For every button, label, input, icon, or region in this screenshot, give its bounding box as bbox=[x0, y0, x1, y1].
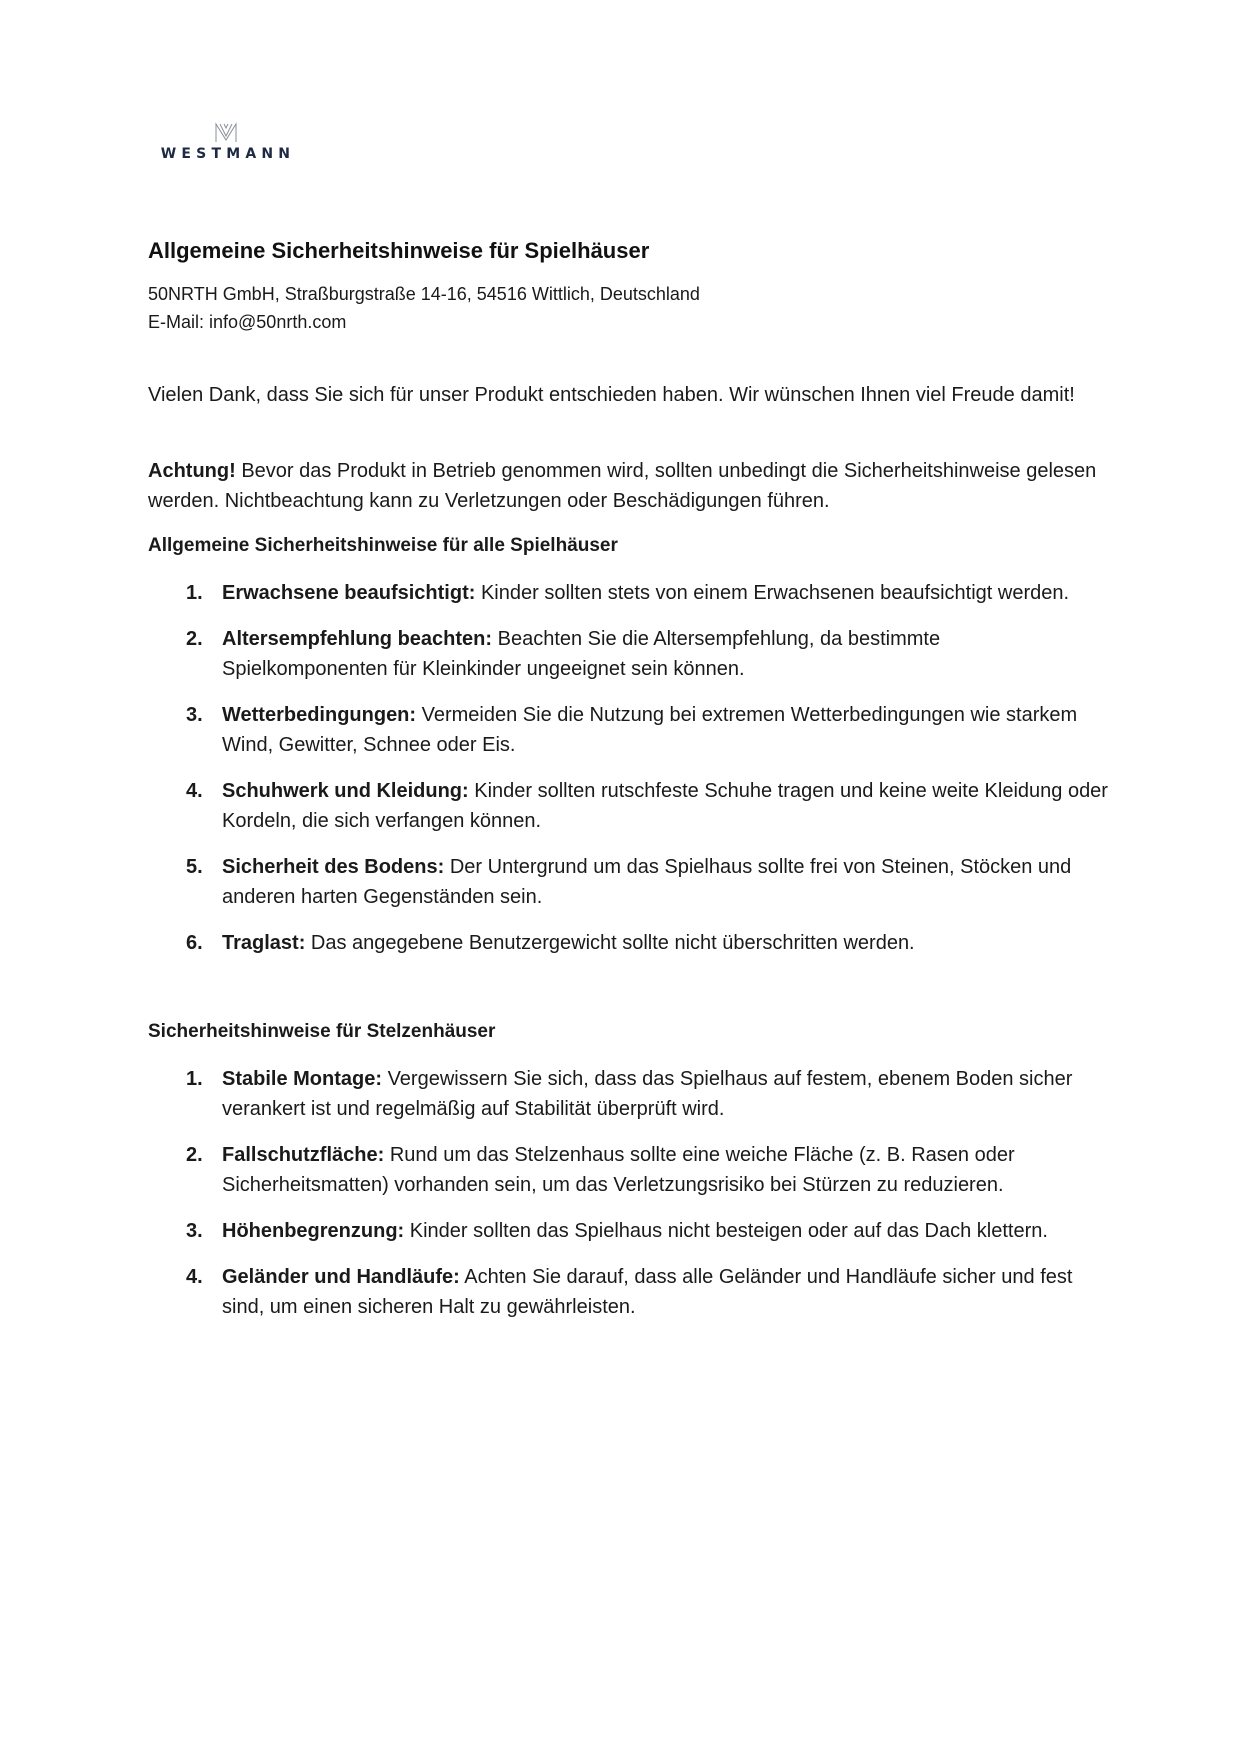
general-safety-list bbox=[148, 578, 1108, 958]
list-item bbox=[148, 928, 1108, 958]
section-title-stilt-houses: Sicherheitshinweise für Stelzenhäuser bbox=[148, 1021, 496, 1042]
list-item bbox=[148, 578, 1108, 608]
list-item bbox=[148, 1140, 1108, 1200]
item-number: 3. bbox=[186, 704, 203, 726]
item-term: Wetterbedingungen: bbox=[222, 704, 417, 726]
item-term: Schuhwerk und Kleidung: bbox=[222, 780, 469, 802]
address-line: 50NRTH GmbH, Straßburgstraße 14-16, 54516 Wittlich, Deutschland bbox=[148, 284, 700, 304]
item-number: 2. bbox=[186, 1144, 203, 1166]
item-number: 1. bbox=[186, 582, 203, 604]
warning-paragraph bbox=[148, 456, 1108, 516]
item-term: Stabile Montage: bbox=[222, 1068, 383, 1090]
item-number: 5. bbox=[186, 856, 203, 878]
item-term: Sicherheit des Bodens: bbox=[222, 856, 445, 878]
email-line: E-Mail: info@50nrth.com bbox=[148, 312, 347, 332]
item-number: 3. bbox=[186, 1220, 203, 1242]
list-item bbox=[148, 624, 1108, 684]
warning-text: Bevor das Produkt in Betrieb genommen wird, sollten unbedingt die Sicherheitshinweise gelesen werden. Nichtbeachtung kann zu Verletzungen oder Beschädigungen führen. bbox=[148, 460, 1097, 512]
company-logo bbox=[156, 122, 296, 162]
item-number: 4. bbox=[186, 780, 203, 802]
list-item bbox=[148, 1262, 1108, 1322]
stilt-house-safety-list bbox=[148, 1064, 1108, 1322]
document-body bbox=[148, 236, 1108, 1338]
item-text: Beachten Sie die Altersempfehlung, da bestimmte Spielkomponenten für Kleinkinder ungeeignet sein können. bbox=[222, 628, 941, 680]
item-term: Traglast: bbox=[222, 932, 306, 954]
list-item bbox=[148, 1064, 1108, 1124]
item-number: 2. bbox=[186, 628, 203, 650]
intro-paragraph: Vielen Dank, dass Sie sich für unser Produkt entschieden haben. Wir wünschen Ihnen viel Freude damit! bbox=[148, 384, 1075, 406]
list-item bbox=[148, 776, 1108, 836]
item-term: Höhenbegrenzung: bbox=[222, 1220, 405, 1242]
item-number: 6. bbox=[186, 932, 203, 954]
item-text: Kinder sollten stets von einem Erwachsenen beaufsichtigt werden. bbox=[475, 582, 1070, 604]
section-title-general: Allgemeine Sicherheitshinweise für alle Spielhäuser bbox=[148, 535, 618, 556]
list-item bbox=[148, 700, 1108, 760]
warning-label: Achtung! bbox=[148, 460, 236, 482]
item-text: Der Untergrund um das Spielhaus sollte frei von Steinen, Stöcken und anderen harten Gegenständen sein. bbox=[222, 856, 1072, 908]
item-term: Fallschutzfläche: bbox=[222, 1144, 385, 1166]
document-title: Allgemeine Sicherheitshinweise für Spielhäuser bbox=[148, 238, 650, 263]
item-number: 1. bbox=[186, 1068, 203, 1090]
westmann-monogram-icon bbox=[213, 122, 239, 144]
item-text: Rund um das Stelzenhaus sollte eine weiche Fläche (z. B. Rasen oder Sicherheitsmatten) vorhanden sein, um das Verletzungsrisiko bei Stürzen zu reduzieren. bbox=[222, 1144, 1015, 1196]
list-item bbox=[148, 1216, 1108, 1246]
item-term: Altersempfehlung beachten: bbox=[222, 628, 493, 650]
item-text: Vergewissern Sie sich, dass das Spielhaus auf festem, ebenem Boden sicher verankert ist und regelmäßig auf Stabilität überprüft wird. bbox=[222, 1068, 1073, 1120]
company-address-block bbox=[148, 280, 1108, 336]
brand-name: WESTMANN bbox=[160, 146, 296, 162]
item-text: Kinder sollten rutschfeste Schuhe tragen und keine weite Kleidung oder Kordeln, die sich verfangen können. bbox=[222, 780, 1108, 832]
item-term: Geländer und Handläufe: bbox=[222, 1266, 460, 1288]
item-text: Kinder sollten das Spielhaus nicht besteigen oder auf das Dach klettern. bbox=[404, 1220, 1048, 1242]
item-text: Achten Sie darauf, dass alle Geländer und Handläufe sicher und fest sind, um einen sicheren Halt zu gewährleisten. bbox=[222, 1266, 1073, 1318]
list-item bbox=[148, 852, 1108, 912]
item-text: Vermeiden Sie die Nutzung bei extremen Wetterbedingungen wie starkem Wind, Gewitter, Schnee oder Eis. bbox=[222, 704, 1078, 756]
item-term: Erwachsene beaufsichtigt: bbox=[222, 582, 476, 604]
item-text: Das angegebene Benutzergewicht sollte nicht überschritten werden. bbox=[305, 932, 915, 954]
item-number: 4. bbox=[186, 1266, 203, 1288]
